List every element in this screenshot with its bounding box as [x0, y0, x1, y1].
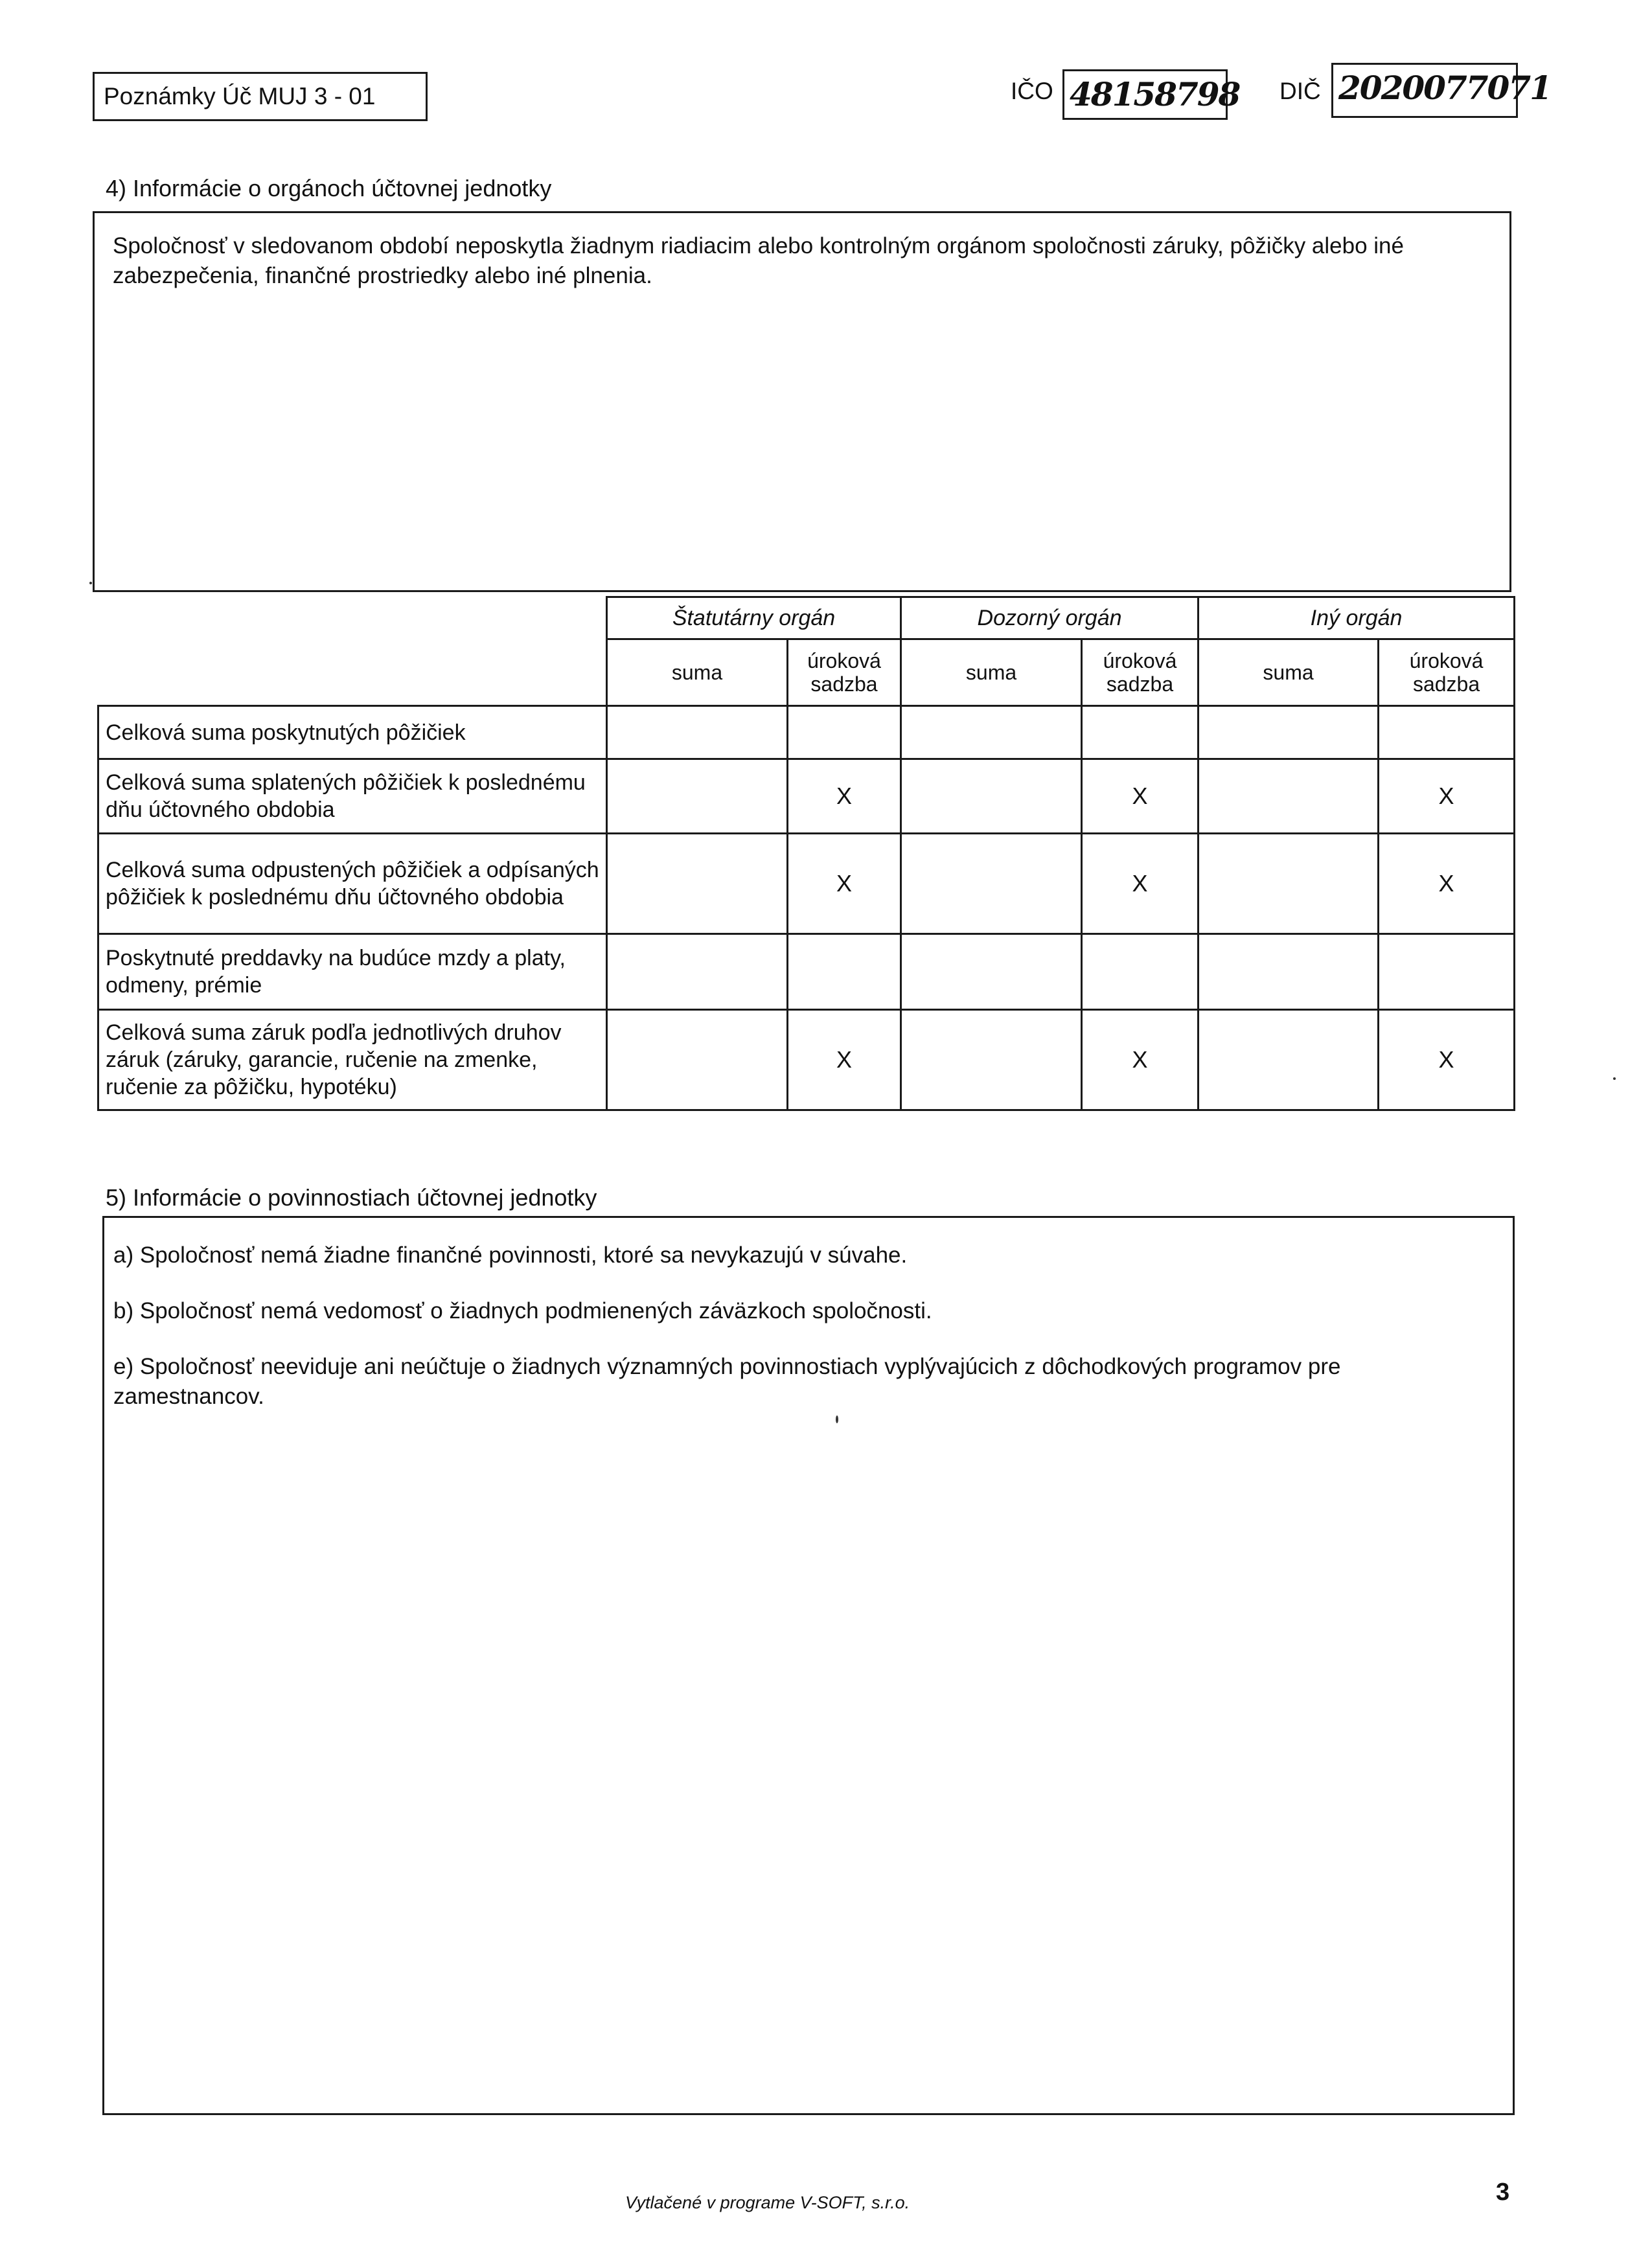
group-header-other: Iný orgán	[1199, 597, 1515, 639]
table-cell: X	[1082, 1010, 1199, 1110]
table-row	[98, 759, 1515, 834]
table-cell	[901, 1010, 1082, 1110]
table-cell	[901, 759, 1082, 834]
table-cell	[901, 706, 1082, 759]
table-cell: X	[1379, 1010, 1515, 1110]
table-cell	[1199, 834, 1379, 934]
table-cell	[1199, 706, 1379, 759]
section5-item: e) Spoločnosť neeviduje ani neúčtuje o žiadnych významných povinnostiach vyplývajúcich z dôchodkových programov pre zamestnancov.	[113, 1354, 1341, 1409]
row-label: Celková suma záruk podľa jednotlivých druhov záruk (záruky, garancie, ručenie na zmenke, ručenie za pôžičku, hypotéku)	[98, 1010, 607, 1110]
table-cell	[1199, 759, 1379, 834]
table-cell: X	[1379, 759, 1515, 834]
scan-speck	[836, 1415, 838, 1423]
table-group-header-row	[98, 597, 1515, 639]
subheader-amount: suma	[607, 639, 788, 706]
subheader-interest-rate: úroková sadzba	[1082, 639, 1199, 706]
table-cell: X	[788, 759, 901, 834]
section5-text-box	[102, 1216, 1515, 2115]
subheader-interest-rate: úroková sadzba	[1379, 639, 1515, 706]
section4-paragraph: Spoločnosť v sledovanom období neposkytla žiadnym riadiacim alebo kontrolným orgánom spoločnosti záruky, pôžičky alebo iné zabezpečenia, finančné prostriedky alebo iné plnenia.	[113, 233, 1404, 288]
table-cell	[1082, 706, 1199, 759]
row-label: Poskytnuté preddavky na budúce mzdy a platy, odmeny, prémie	[98, 934, 607, 1010]
ico-label: IČO	[1011, 78, 1053, 104]
table-cell	[607, 834, 788, 934]
table-cell	[1199, 934, 1379, 1010]
row-label: Celková suma poskytnutých pôžičiek	[98, 706, 607, 759]
subheader-interest-rate: úroková sadzba	[788, 639, 901, 706]
form-code-box	[93, 72, 428, 121]
table-cell	[1379, 934, 1515, 1010]
table-cell: X	[1082, 834, 1199, 934]
table-cell	[607, 934, 788, 1010]
section5-item: a) Spoločnosť nemá žiadne finančné povinnosti, ktoré sa nevykazujú v súvahe.	[113, 1243, 908, 1268]
dic-field	[1331, 63, 1551, 118]
section4-title: 4) Informácie o orgánoch účtovnej jednotky	[106, 175, 552, 201]
section4-text-box	[93, 211, 1511, 592]
table-cell: X	[1082, 759, 1199, 834]
section5-title: 5) Informácie o povinnostiach účtovnej jednotky	[106, 1184, 597, 1211]
scan-speck	[1613, 1077, 1616, 1080]
table-cell	[901, 934, 1082, 1010]
dic-label: DIČ	[1279, 78, 1321, 104]
row-label: Celková suma odpustených pôžičiek a odpísaných pôžičiek k poslednému dňu účtovného obdobia	[98, 834, 607, 934]
row-label: Celková suma splatených pôžičiek k poslednému dňu účtovného obdobia	[98, 759, 607, 834]
group-header-statutory: Štatutárny orgán	[607, 597, 901, 639]
form-code-label: Poznámky Úč MUJ 3 - 01	[104, 83, 376, 109]
table-cell: X	[1379, 834, 1515, 934]
table-cell	[607, 759, 788, 834]
table-cell	[788, 706, 901, 759]
table-row	[98, 1010, 1515, 1110]
table-corner-cell	[98, 597, 607, 706]
footer-printed-by: Vytlačené v programe V-SOFT, s.r.o.	[625, 2193, 910, 2212]
table-row	[98, 706, 1515, 759]
scan-speck	[89, 582, 92, 584]
subheader-amount: suma	[1199, 639, 1379, 706]
ico-field	[1062, 69, 1240, 120]
table-cell	[607, 1010, 788, 1110]
subheader-amount: suma	[901, 639, 1082, 706]
table-cell: X	[788, 834, 901, 934]
loans-table	[97, 596, 1515, 1111]
dic-value: 2020077071	[1338, 69, 1551, 107]
table-cell	[1199, 1010, 1379, 1110]
table-cell	[1379, 706, 1515, 759]
table-cell	[901, 834, 1082, 934]
section5-item: b) Spoločnosť nemá vedomosť o žiadnych podmienených záväzkoch spoločnosti.	[113, 1298, 932, 1323]
table-cell	[1082, 934, 1199, 1010]
group-header-supervisory: Dozorný orgán	[901, 597, 1199, 639]
table-cell	[607, 706, 788, 759]
page-number: 3	[1496, 2179, 1510, 2206]
table-cell: X	[788, 1010, 901, 1110]
table-row	[98, 834, 1515, 934]
table-cell	[788, 934, 901, 1010]
ico-value: 48158798	[1070, 75, 1240, 113]
table-row	[98, 934, 1515, 1010]
